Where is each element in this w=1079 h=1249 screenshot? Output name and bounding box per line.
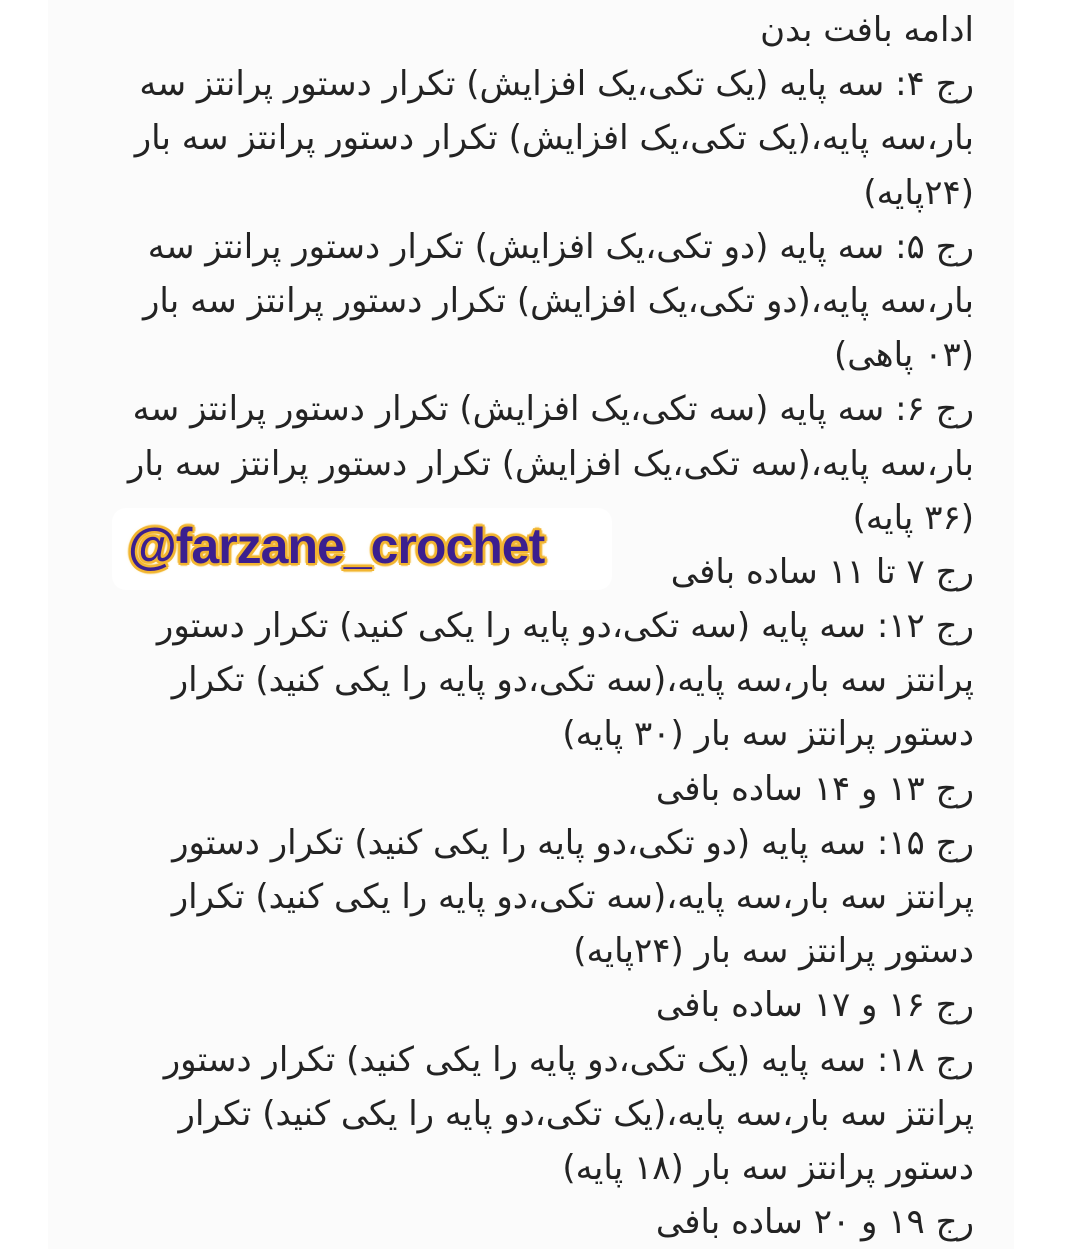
rows-16-17: رج ۱۶ و ۱۷ ساده بافی <box>655 985 974 1026</box>
row-5-line-2: بار،سه پایه،(دو تکی،یک افزایش) تکرار دستور پرانتز سه بار <box>143 280 974 321</box>
rows-7-11: رج ۷ تا ۱۱ ساده بافی <box>670 551 974 592</box>
row-4-line-1: رج ۴: سه پایه (یک تکی،یک افزایش) تکرار دستور پرانتز سه <box>139 64 974 105</box>
row-18-line-2: پرانتز سه بار،سه پایه،(یک تکی،دو پایه را یکی کنید) تکرار <box>178 1093 974 1134</box>
row-15-line-2: پرانتز سه بار،سه پایه،(سه تکی،دو پایه را یکی کنید) تکرار <box>171 877 974 917</box>
row-15-line-3: دستور پرانتز سه بار (۲۴پایه) <box>573 931 974 972</box>
row-5-stitch-count: (۰۳ پاهی) <box>834 335 974 376</box>
row-12-line-2: پرانتز سه بار،سه پایه،(سه تکی،دو پایه را یکی کنید) تکرار <box>171 660 974 701</box>
row-6-line-1: رج ۶: سه پایه (سه تکی،یک افزایش) تکرار دستور پرانتز سه <box>132 389 974 430</box>
row-6-line-2: بار،سه پایه،(سه تکی،یک افزایش) تکرار دستور پرانتز سه بار <box>127 443 974 484</box>
rows-13-14: رج ۱۳ و ۱۴ ساده بافی <box>655 768 974 809</box>
section-title: ادامه بافت بدن <box>760 10 974 50</box>
pattern-instructions <box>114 3 974 1249</box>
instagram-handle-watermark: @farzane_crochet <box>128 518 545 574</box>
row-12-line-1: رج ۱۲: سه پایه (سه تکی،دو پایه را یکی کنید) تکرار دستور <box>156 606 974 647</box>
row-6-stitch-count: (۳۶ پایه) <box>852 497 974 538</box>
row-18-line-3: دستور پرانتز سه بار (۱۸ پایه) <box>562 1147 974 1188</box>
rows-19-20: رج ۱۹ و ۲۰ ساده بافی <box>655 1202 974 1243</box>
row-12-line-3: دستور پرانتز سه بار (۳۰ پایه) <box>562 714 974 755</box>
row-4-stitch-count: (۲۴پایه) <box>863 172 974 213</box>
row-15-line-1: رج ۱۵: سه پایه (دو تکی،دو پایه را یکی کنید) تکرار دستور <box>172 822 974 863</box>
row-18-line-1: رج ۱۸: سه پایه (یک تکی،دو پایه را یکی کنید) تکرار دستور <box>163 1039 974 1080</box>
row-4-line-2: بار،سه پایه،(یک تکی،یک افزایش) تکرار دستور پرانتز سه بار <box>134 118 974 159</box>
row-5-line-1: رج ۵: سه پایه (دو تکی،یک افزایش) تکرار دستور پرانتز سه <box>147 226 974 267</box>
